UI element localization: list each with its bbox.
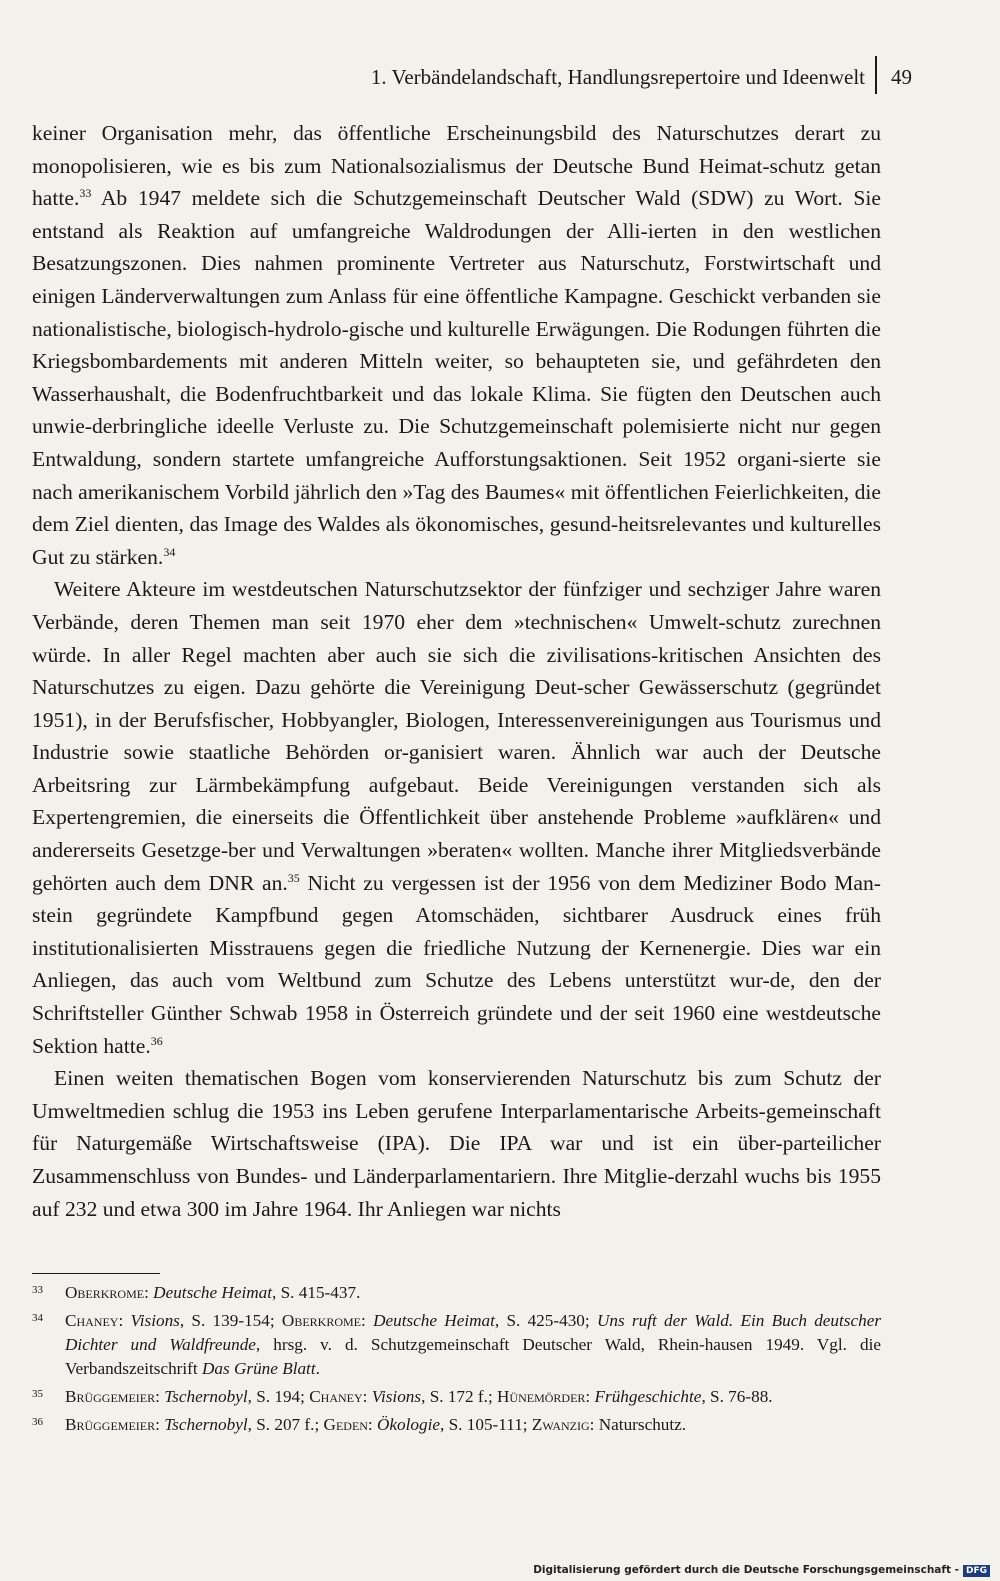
citation-text: , S. 172 f.; (421, 1387, 498, 1406)
footnote-number: 36 (32, 1416, 43, 1428)
author: Oberkrome: (281, 1311, 366, 1330)
work-title: Tschernobyl (164, 1415, 248, 1434)
paragraph-text: Nicht zu vergessen ist der 1956 von dem Mediziner Bodo Man-stein gegründete Kampfbund gegen Atomschäden, sichtbarer Ausdruck eines früh institutionalisierten Misstrauens gegen die friedliche Nutzung der Kernenergie. Dies war ein Anliegen, das auch vom Weltbund zum Schutze des Lebens unterstützt wur-de, den der Schriftsteller Günther Schwab 1958 in Österreich gründete und der seit 1960 eine westdeutsche Sektion hatte. (32, 870, 881, 1058)
paragraph-text: Ab 1947 meldete sich die Schutzgemeinschaft Deutscher Wald (SDW) zu Wort. Sie entstand als Reaktion auf umfangreiche Waldrodungen der Alli-ierten in den westlichen Besatzungszonen. Dies nahmen prominente Vertreter aus Naturschutz, Forstwirtschaft und einigen Länderverwaltungen zum Anlass für eine öffentliche Kampagne. Geschickt verbanden sie nationalistische, biologisch-hydrolo-gische und kulturelle Erwägungen. Die Rodungen führten die Kriegsbombardements mit anderen Mitteln weiter, so behaupteten sie, und gefährdeten den Wasserhaushalt, die Bodenfruchtbarkeit und das lokale Klima. Sie fügten den Deutschen auch unwie-derbringliche ideelle Verluste zu. Die Schutzgemeinschaft polemisierte nicht nur gegen Entwaldung, sondern startete umfangreiche Aufforstungsaktionen. Seit 1952 organi-sierte sie nach amerikanischem Vorbild jährlich den »Tag des Baumes« mit öffentlichen Feierlichkeiten, die dem Ziel dienten, das Image des Waldes als ökonomisches, gesund-heitsrelevantes und kulturelles Gut zu stärken. (32, 186, 881, 569)
citation-text: , hrsg. v. d. Schutzgemeinschaft Deutscher Wald, Rhein-hausen 1949. Vgl. die Verbandszeitschrift (65, 1335, 881, 1378)
author: Brüggemeier: (65, 1387, 160, 1406)
footnotes (32, 1281, 881, 1441)
page-number: 49 (891, 65, 912, 89)
author: Chaney: (65, 1311, 124, 1330)
author: Oberkrome: (65, 1283, 149, 1302)
footnote-number: 34 (32, 1312, 43, 1324)
footnote-separator (32, 1273, 160, 1274)
dfg-logo: DFG (963, 1565, 990, 1577)
paragraph-text: Weitere Akteure im westdeutschen Naturschutzsektor der fünfziger und sechziger Jahre waren Verbände, deren Themen man seit 1970 eher dem »technischen« Umwelt-schutz zurechnen würde. In aller Regel machten aber auch sie sich die zivilisations-kritischen Ansichten des Naturschutzes zu eigen. Dazu gehörte die Vereinigung Deut-scher Gewässerschutz (gegründet 1951), in der Berufsfischer, Hobbyangler, Biologen, Interessenvereinigungen aus Tourismus und Industrie sowie staatliche Behörden or-ganisiert waren. Ähnlich war auch der Deutsche Arbeitsring zur Lärmbekämpfung aufgebaut. Beide Vereinigungen verstanden sich als Expertengremien, die einerseits die Öffentlichkeit über anstehende Probleme »aufklären« und andererseits Gesetzge-ber und Verwaltungen »beraten« wollten. Manche ihrer Mitgliedsverbände gehörten auch dem DNR an. (32, 577, 881, 895)
citation-text: , S. 425-430; (494, 1311, 597, 1330)
running-title: 1. Verbändelandschaft, Handlungsrepertoire und Ideenwelt (370, 65, 865, 89)
footnote-36 (32, 1413, 881, 1437)
citation-text: , S. 105-111; (440, 1415, 532, 1434)
footnote-number: 35 (32, 1388, 43, 1400)
work-title: Tschernobyl (164, 1387, 248, 1406)
work-title: Ökologie (377, 1415, 441, 1434)
citation-text: , S. 194; (247, 1387, 310, 1406)
footnote-34 (32, 1309, 881, 1381)
citation-text: , S. 415-437. (272, 1283, 361, 1302)
paragraph-2 (32, 573, 881, 1062)
header-divider (875, 56, 877, 94)
work-title: Frühgeschichte (594, 1387, 702, 1406)
footnote-number: 33 (32, 1284, 43, 1296)
work-title: Uns ruft der Wald. Ein Buch deutscher Dichter und Waldfreunde (65, 1311, 882, 1354)
author: Chaney: (309, 1387, 368, 1406)
author: Geden: (323, 1415, 373, 1434)
work-title: Deutsche Heimat (153, 1283, 273, 1302)
digitization-text: Digitalisierung gefördert durch die Deutsche Forschungsgemeinschaft - (533, 1564, 959, 1576)
citation-text: , S. 139-154; (179, 1311, 282, 1330)
footnote-ref[interactable]: 33 (79, 186, 92, 201)
work-title: Visions (130, 1311, 180, 1330)
footnote-ref[interactable]: 35 (287, 870, 300, 885)
work-title: Das Grüne Blatt (201, 1359, 316, 1378)
footnote-ref[interactable]: 36 (150, 1033, 163, 1048)
paragraph-3 (32, 1062, 881, 1225)
footnote-35 (32, 1385, 881, 1409)
citation-text: Naturschutz. (594, 1415, 687, 1434)
paragraph-1 (32, 117, 881, 573)
citation-text: . (315, 1359, 320, 1378)
footnote-33 (32, 1281, 881, 1305)
footnote-ref[interactable]: 34 (163, 544, 176, 559)
citation-text: , S. 207 f.; (247, 1415, 324, 1434)
paragraph-text: Einen weiten thematischen Bogen vom konservierenden Naturschutz bis zum Schutz der Umweltmedien schlug die 1953 ins Leben gerufene Interparlamentarische Arbeits-gemeinschaft für Naturgemäße Wirtschaftsweise (IPA). Die IPA war und ist ein über-parteilicher Zusammenschluss von Bundes- und Länderparlamentariern. Ihre Mitglie-derzahl wuchs bis 1955 auf 232 und etwa 300 im Jahre 1964. Ihr Anliegen war nichts (32, 1066, 881, 1221)
main-text (32, 117, 881, 1225)
work-title: Deutsche Heimat (373, 1311, 495, 1330)
citation-text: , S. 76-88. (701, 1387, 773, 1406)
work-title: Visions (371, 1387, 422, 1406)
running-header (300, 56, 912, 94)
paragraph-text: keiner Organisation mehr, das öffentliche Erscheinungsbild des Naturschutzes derart zu monopolisieren, wie es bis zum Nationalsozialismus der Deutsche Bund Heimat-schutz getan hatte. (32, 121, 881, 211)
author: Zwanzig: (531, 1415, 595, 1434)
digitization-notice (533, 1564, 990, 1577)
author: Hünemörder: (497, 1387, 591, 1406)
author: Brüggemeier: (65, 1415, 160, 1434)
